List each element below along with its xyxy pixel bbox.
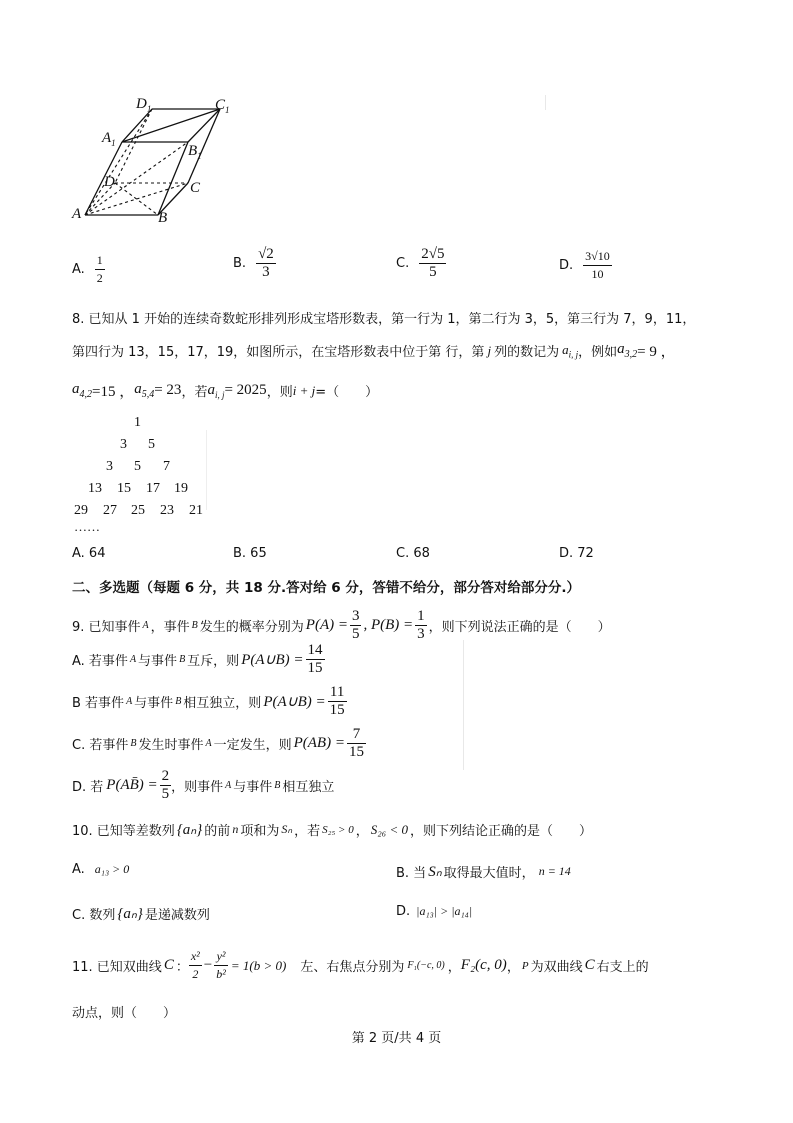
pyramid-cell: 3 <box>106 459 113 474</box>
pyramid-cell: 23 <box>160 503 174 518</box>
pyramid-cell: 21 <box>189 503 203 518</box>
page-footer: 第 2 页/共 4 页 <box>351 1031 442 1046</box>
q7-option-a[interactable]: A. $\frac{1}{2}$ <box>72 253 103 285</box>
q10-option-c[interactable]: C. 数列 {aₙ} 是递减数列 <box>72 906 210 923</box>
q8-stem-line2: 第四行为 13，15，17，19，如图所示，在宝塔形数表中位于第 行，第 j 列的数记为 $a_{i, j}$ ，例如 $a_{3,2}$ = 9 ， <box>72 341 676 360</box>
pyramid-cell: 27 <box>103 503 117 518</box>
vertex-label-d: D <box>104 174 115 190</box>
q8-option-d[interactable]: D. 72 <box>559 546 594 561</box>
pyramid-cell: 1 <box>134 415 141 430</box>
vertex-label-c1: $C_1$ <box>215 97 230 115</box>
scan-line <box>206 430 207 510</box>
q7-option-c[interactable]: C. $\frac{2√5}{5}$ <box>396 246 445 280</box>
pyramid-cell: 15 <box>117 481 131 496</box>
q8-option-a[interactable]: A. 64 <box>72 546 106 561</box>
parallelepiped-figure <box>60 95 250 230</box>
pyramid-cell: 25 <box>131 503 145 518</box>
q9-option-a[interactable]: A. 若事件 A 与事件 B 互斥，则 P(A∪B) = $\frac{14}{15}$ <box>72 642 323 676</box>
q9-stem: 9. 已知事件 A ，事件 B 发生的概率分别为 P(A) = $\frac{3}{5}$ , P(B) = $\frac{1}{3}$ ，则下列说法正确的是（ ） <box>72 608 611 642</box>
pyramid-cell: 19 <box>174 481 188 496</box>
pyramid-cell: 3 <box>120 437 127 452</box>
vertex-label-b1: $B_1$ <box>188 143 202 161</box>
q8-stem-line3: $a_{4,2}$ =15 ， $a_{5,4}$ = 23 ，若 $a_{i, j}$ = 2025 ，则 i + j =（ ） <box>72 381 379 400</box>
pyramid-cell: 13 <box>88 481 102 496</box>
q9-option-d[interactable]: D. 若 P(AB̄) = $\frac{2}{5}$ ，则事件 A 与事件 B 相互独立 <box>72 768 335 802</box>
vertex-label-a: A <box>72 206 82 222</box>
vertex-label-a1: $A_1$ <box>102 130 116 148</box>
q7-option-b[interactable]: B. $\frac{√2}{3}$ <box>233 246 274 280</box>
q9-option-b[interactable]: B 若事件 A 与事件 B 相互独立，则 P(A∪B) = $\frac{11}{15}$ <box>72 684 345 718</box>
pyramid-ellipsis: …… <box>74 519 100 534</box>
pyramid-cell: 7 <box>163 459 170 474</box>
q8-option-b[interactable]: B. 65 <box>233 546 267 561</box>
vertex-label-d1: $D_1$ <box>136 96 152 114</box>
pyramid-cell: 17 <box>146 481 160 496</box>
pyramid-cell: 5 <box>148 437 155 452</box>
q10-option-b[interactable]: B. 当 Sₙ 取得最大值时， n = 14 <box>396 864 571 881</box>
vertex-label-c: C <box>190 180 201 196</box>
vertex-label-b: B <box>158 210 168 226</box>
q8-stem-line1: 8. 已知从 1 开始的连续奇数蛇形排列形成宝塔形数表，第一行为 1，第二行为 3，5，第三行为 7，9，11， <box>72 312 696 327</box>
scan-line <box>463 640 464 770</box>
section-title-multi-choice: 二、多选题（每题 6 分，共 18 分.答对给 6 分，答错不给分，部分答对给部分分.） <box>72 580 581 596</box>
pyramid-cell: 29 <box>74 503 88 518</box>
pyramid-cell: 5 <box>134 459 141 474</box>
q10-option-d[interactable]: D. |a₁₃| > |a₁₄| <box>396 904 473 919</box>
q10-stem: 10. 已知等差数列 {aₙ} 的前 n 项和为 Sₙ ，若 S₂₅ > 0 ， S₂₆ < 0 ，则下列结论正确的是（ ） <box>72 821 593 839</box>
q10-option-a[interactable]: A. a₁₃ > 0 <box>72 862 130 877</box>
q7-option-d[interactable]: D. $\frac{3√10}{10}$ <box>559 249 610 281</box>
q11-stem-line2: 动点，则（ ） <box>72 1006 177 1021</box>
q9-option-c[interactable]: C. 若事件 B 发生时事件 A 一定发生，则 P(AB) = $\frac{7}{15}$ <box>72 726 364 760</box>
q8-option-c[interactable]: C. 68 <box>396 546 430 561</box>
scan-line <box>545 95 546 110</box>
q11-stem-line1: 11. 已知双曲线 C ： $\frac{\text{x²}}{2}$ − $\frac{\text{y²}}{\text{b²}}$ = 1(b > 0) 左、右焦点分别为 F₁(−c, 0) ， F₂(c, 0) ， P 为双曲线 C 右支上的 <box>72 949 649 981</box>
